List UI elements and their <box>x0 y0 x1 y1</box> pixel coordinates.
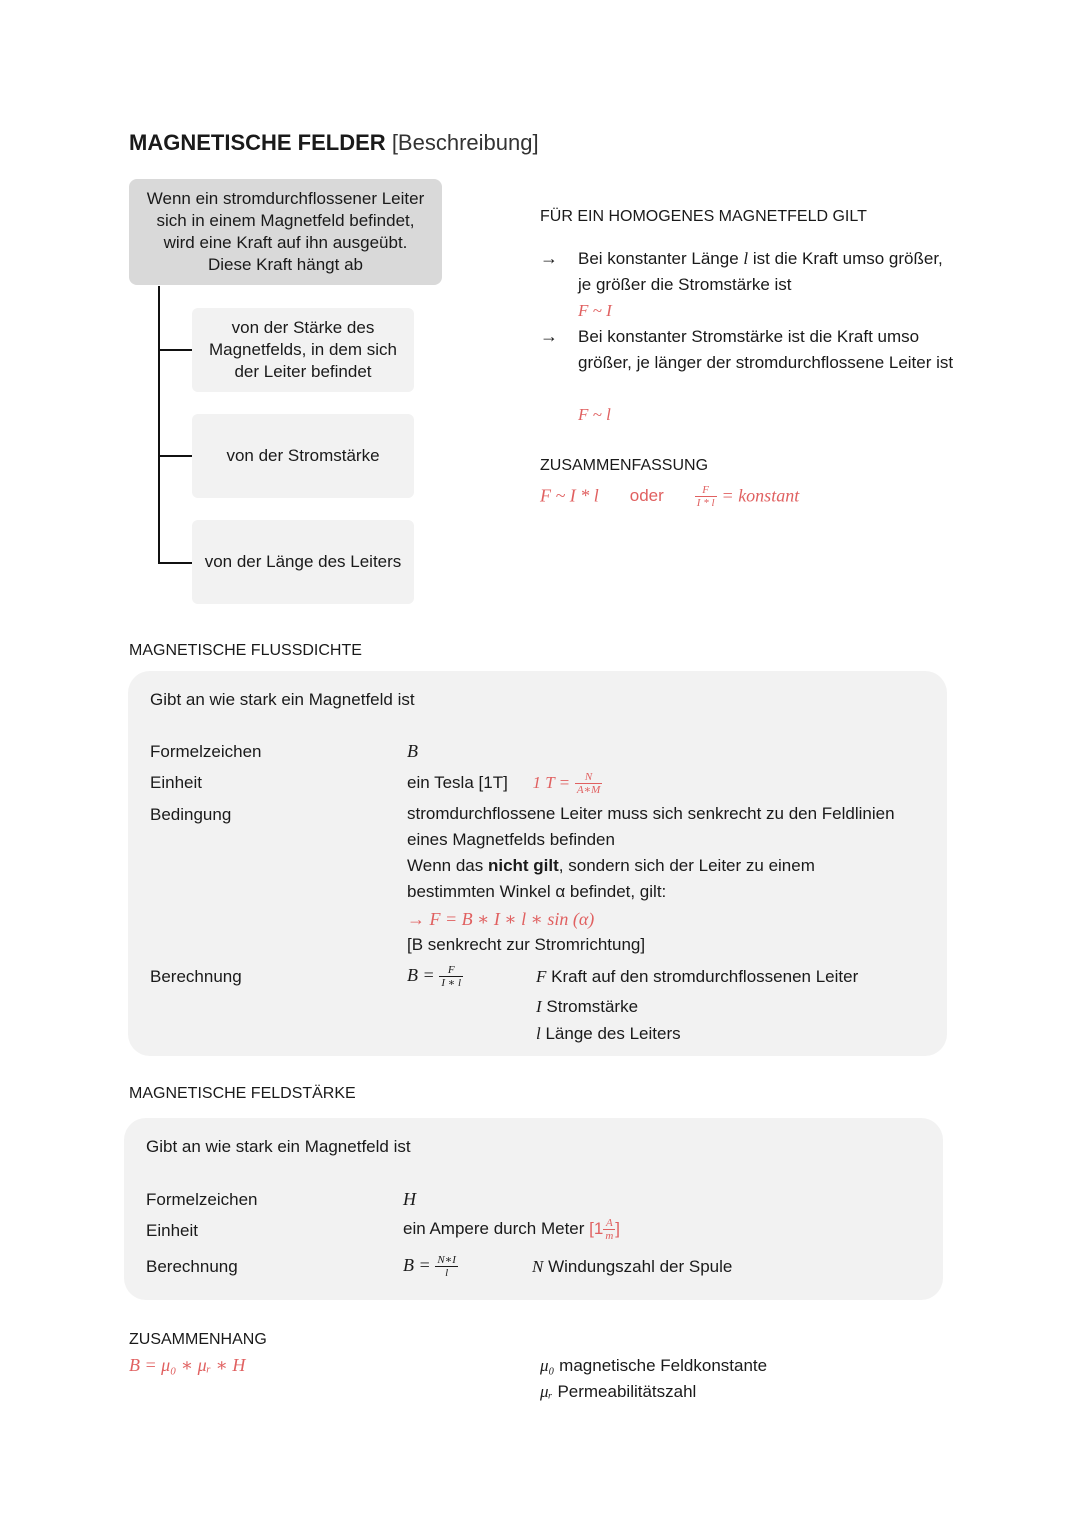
fraction-denominator: I ∗ l <box>441 977 462 990</box>
homogen-formula-1: F ~ I <box>578 301 612 320</box>
tree-child-staerke: von der Stärke des Magnetfelds, in dem sich der Leiter befindet <box>192 308 414 392</box>
title-sub: [Beschreibung] <box>391 130 539 155</box>
tree-connector-2 <box>158 455 192 457</box>
berechnung-lhs: B = <box>403 1255 431 1275</box>
tree-root-box: Wenn ein stromdurchflossener Leiter sich in einem Magnetfeld befindet, wird eine Kraft auf ihn ausgeübt. Diese Kraft hängt ab <box>129 179 442 285</box>
legend-symbol: F <box>536 967 547 986</box>
legend-text: Stromstärke <box>541 997 639 1016</box>
zusammenhang-formula: B = μ₀ ∗ μᵣ ∗ H <box>129 1355 246 1375</box>
flussdichte-bedingung-1: stromdurchflossene Leiter muss sich senkrecht zu den Feldlinien eines Magnetfelds befinden <box>407 804 895 849</box>
feldstaerke-label-berechnung: Berechnung <box>146 1257 238 1276</box>
legend-item <box>536 1021 681 1047</box>
flussdichte-einheit-text: ein Tesla [1T] <box>407 773 508 792</box>
title-main: MAGNETISCHE FELDER <box>129 130 386 155</box>
legend-item <box>540 1353 767 1379</box>
legend-text: Windungszahl der Spule <box>543 1257 733 1276</box>
feldstaerke-einheit <box>403 1216 620 1242</box>
flussdichte-intro: Gibt an wie stark ein Magnetfeld ist <box>150 690 415 709</box>
feldstaerke-label-einheit: Einheit <box>146 1221 198 1240</box>
fraction-denominator: l <box>445 1267 449 1280</box>
fraction-numerator: F <box>695 484 717 497</box>
feldstaerke-intro: Gibt an wie stark ein Magnetfeld ist <box>146 1137 411 1156</box>
fraction-denominator: I * l <box>696 497 715 509</box>
tree-connector-vertical <box>158 286 160 564</box>
legend-symbol: I <box>536 997 542 1016</box>
flussdichte-symbol: B <box>407 741 418 761</box>
legend-item <box>540 1379 696 1405</box>
tree-connector-3 <box>158 562 192 564</box>
zusammenfassung-formula <box>540 484 799 509</box>
einheit-open: [1 <box>589 1219 604 1238</box>
feldstaerke-symbol: H <box>403 1189 416 1209</box>
legend-symbol: N <box>532 1257 544 1276</box>
legend-text: Permeabilitätszahl <box>552 1382 697 1401</box>
legend-symbol: l <box>536 1024 541 1043</box>
homogen-formula-2: F ~ l <box>578 405 611 424</box>
berechnung-fraction <box>435 1254 457 1279</box>
feldstaerke-label-formelzeichen: Formelzeichen <box>146 1190 258 1209</box>
tree-child-stromstaerke: von der Stromstärke <box>192 414 414 498</box>
zusammenfassung-rest: = konstant <box>721 485 800 506</box>
fraction-numerator: F <box>439 964 463 977</box>
homogen-item-1 <box>578 246 958 298</box>
flussdichte-einheit-fraction <box>575 771 602 796</box>
legend-symbol: μᵣ <box>540 1382 553 1401</box>
homogen-item-2: Bei konstanter Stromstärke ist die Kraft umso größer, je länger der stromdurchflossene Leiter ist <box>578 327 954 372</box>
flussdichte-bedingung-formula: → F = B ∗ I ∗ l ∗ sin (α) <box>407 909 595 929</box>
homogen-item-1-post: ist die Kraft umso größer, je größer die Stromstärke ist <box>578 249 943 294</box>
bedingung-2-bold: nicht gilt <box>487 856 559 875</box>
legend-text: Kraft auf den stromdurchflossenen Leiter <box>546 967 859 986</box>
legend-item <box>536 964 858 990</box>
legend-item <box>532 1254 732 1280</box>
homogen-item-1-var: l <box>743 249 749 268</box>
flussdichte-einheit-formula: 1 T = <box>532 773 571 792</box>
flussdichte-label-formelzeichen: Formelzeichen <box>150 742 262 761</box>
flussdichte-label-berechnung: Berechnung <box>150 967 242 986</box>
tree-connector-1 <box>158 349 192 351</box>
bedingung-2-pre: Wenn das <box>407 856 488 875</box>
feldstaerke-einheit-text: ein Ampere durch Meter <box>403 1219 590 1238</box>
fraction-numerator: N∗I <box>437 1254 456 1267</box>
flussdichte-label-bedingung: Bedingung <box>150 805 232 824</box>
feldstaerke-heading: MAGNETISCHE FELDSTÄRKE <box>129 1085 356 1102</box>
legend-item <box>536 994 638 1020</box>
fraction-numerator: A <box>603 1217 615 1230</box>
legend-text: magnetische Feldkonstante <box>554 1356 768 1375</box>
fraction-denominator: A∗M <box>576 784 601 797</box>
zusammenhang-heading: ZUSAMMENHANG <box>129 1331 267 1348</box>
arrow-icon: → <box>540 248 558 268</box>
zusammenfassung-heading: ZUSAMMENFASSUNG <box>540 457 709 474</box>
fraction-denominator: m <box>605 1230 614 1243</box>
homogen-heading: FÜR EIN HOMOGENES MAGNETFELD GILT <box>540 208 867 225</box>
zusammenfassung-fraction <box>695 484 717 509</box>
zusammenfassung-oder: oder <box>629 486 664 506</box>
arrow-icon: → <box>540 326 558 346</box>
feldstaerke-einheit-fraction <box>603 1217 615 1242</box>
flussdichte-bedingung-2 <box>407 853 907 905</box>
feldstaerke-berechnung-formula <box>403 1252 458 1279</box>
flussdichte-bedingung-note: [B senkrecht zur Stromrichtung] <box>407 935 646 954</box>
berechnung-lhs: B = <box>407 965 435 985</box>
zusammenfassung-formula-1: F ~ I * l <box>540 485 599 506</box>
bedingung-2-post: , sondern sich der Leiter zu einem bestimmten Winkel α befindet, gilt: <box>407 856 815 901</box>
flussdichte-einheit <box>407 770 602 796</box>
tree-child-laenge: von der Länge des Leiters <box>192 520 414 604</box>
flussdichte-label-einheit: Einheit <box>150 773 202 792</box>
legend-symbol: μ₀ <box>540 1356 555 1375</box>
flussdichte-heading: MAGNETISCHE FLUSSDICHTE <box>129 642 362 659</box>
page-title <box>129 130 539 156</box>
legend-text: Länge des Leiters <box>540 1024 681 1043</box>
einheit-close: ] <box>615 1219 621 1238</box>
flussdichte-berechnung-formula <box>407 962 463 989</box>
fraction-numerator: N <box>575 771 602 784</box>
berechnung-fraction <box>439 964 463 989</box>
homogen-item-1-pre: Bei konstanter Länge <box>578 249 744 268</box>
